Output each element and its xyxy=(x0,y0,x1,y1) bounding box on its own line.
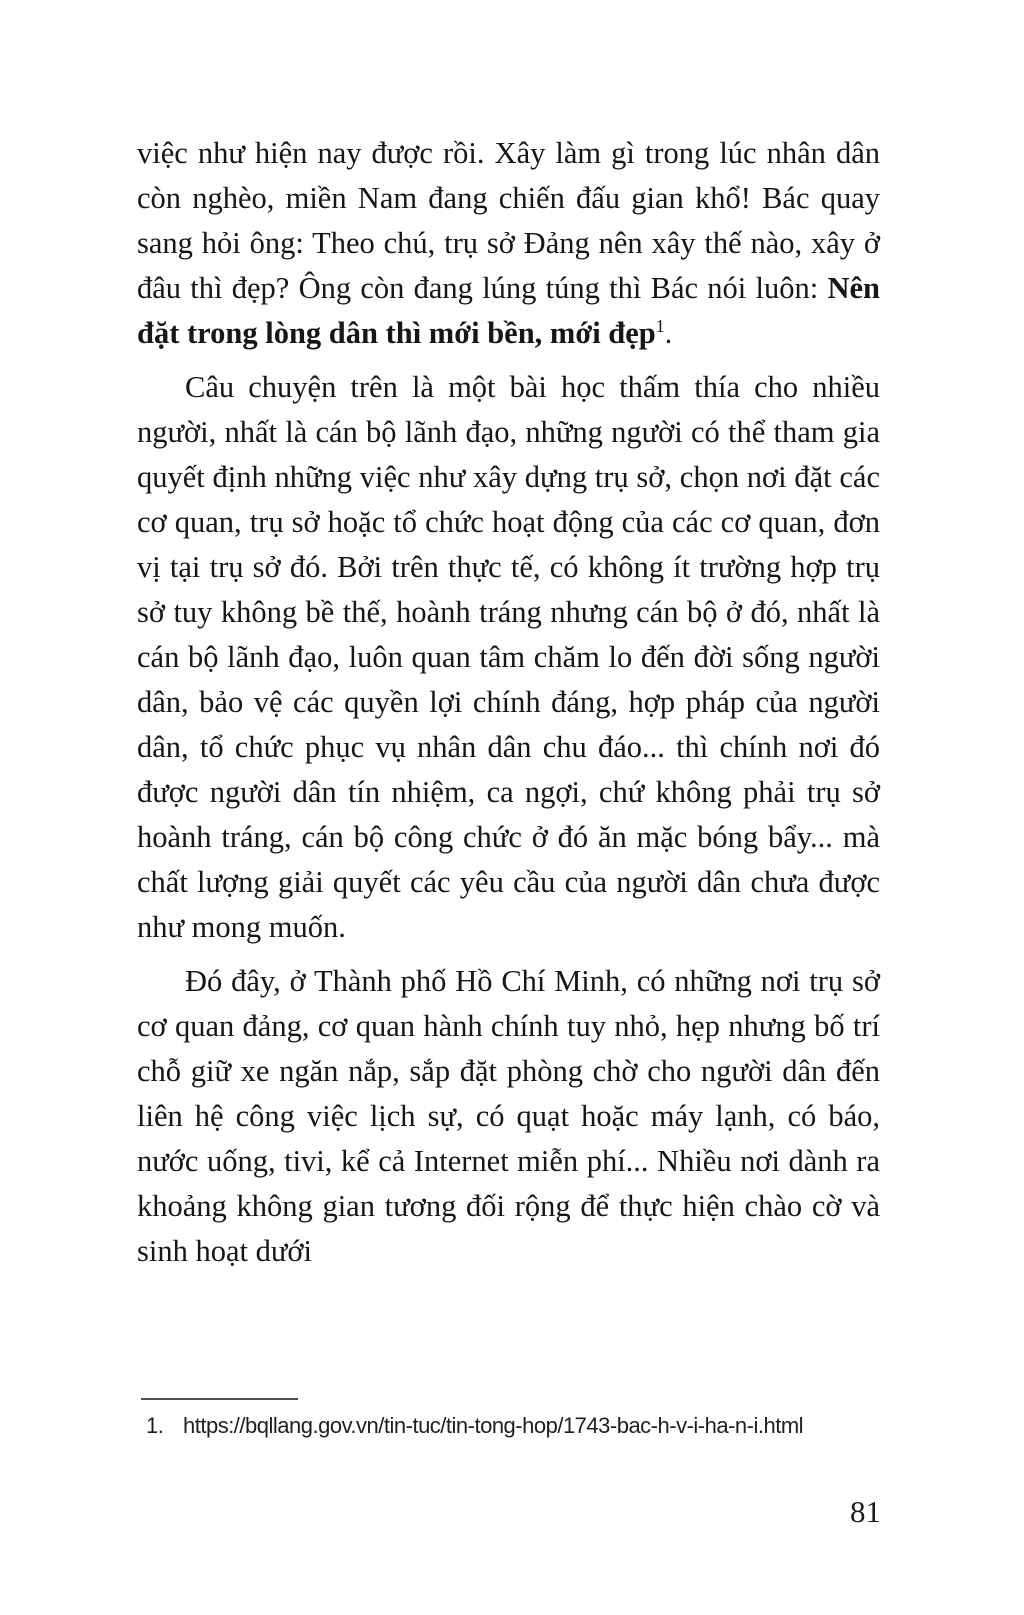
body-text-segment: Đó đây, ở Thành phố Hồ Chí Minh, có những nơi trụ sở cơ quan đảng, cơ quan hành chính tuy nhỏ, hẹp nhưng bố trí chỗ giữ xe ngăn nắp, sắp đặt phòng chờ cho người dân đến liên hệ công việc lịch sự, có quạt hoặc máy lạnh, có báo, nước uống, tivi, kể cả Internet miễn phí... Nhiều nơi dành ra khoảng không gian tương đối rộng để thực hiện chào cờ và sinh hoạt dưới xyxy=(137,964,880,1268)
body-text-segment: Câu chuyện trên là một bài học thấm thía cho nhiều người, nhất là cán bộ lãnh đạo, những người có thể tham gia quyết định những việc như xây dựng trụ sở, chọn nơi đặt các cơ quan, trụ sở hoặc tổ chức hoạt động của các cơ quan, đơn vị tại trụ sở đó. Bởi trên thực tế, có không ít trường hợp trụ sở tuy không bề thế, hoành tráng nhưng cán bộ ở đó, nhất là cán bộ lãnh đạo, luôn quan tâm chăm lo đến đời sống người dân, bảo vệ các quyền lợi chính đáng, hợp pháp của người dân, tổ chức phục vụ nhân dân chu đáo... thì chính nơi đó được người dân tín nhiệm, ca ngợi, chứ không phải trụ sở hoành tráng, cán bộ công chức ở đó ăn mặc bóng bẩy... mà chất lượng giải quyết các yêu cầu của người dân chưa được như mong muốn. xyxy=(137,370,880,944)
text-block xyxy=(137,131,880,1274)
page-number: 81 xyxy=(850,1494,881,1529)
body-text-segment: . xyxy=(664,316,673,350)
footnote-reference: 1 xyxy=(655,315,665,336)
footnote-number: 1. xyxy=(146,1413,164,1438)
footnote-entry xyxy=(146,1413,899,1439)
footnote-url: https://bqllang.gov.vn/tin-tuc/tin-tong-hop/1743-bac-h-v-i-ha-n-i.html xyxy=(183,1413,804,1438)
paragraph xyxy=(137,365,880,950)
paragraph xyxy=(137,131,880,356)
paragraph xyxy=(137,959,880,1274)
footnote xyxy=(139,1398,899,1439)
footnote-separator xyxy=(141,1398,298,1400)
emphasized-phrase: Nên đặt trong lòng dân thì mới bền, mới đẹp xyxy=(137,271,880,350)
body-text-segment: việc như hiện nay được rồi. Xây làm gì trong lúc nhân dân còn nghèo, miền Nam đang chiến đấu gian khổ! Bác quay sang hỏi ông: Theo chú, trụ sở Đảng nên xây thế nào, xây ở đâu thì đẹp? Ông còn đang lúng túng thì Bác nói luôn: xyxy=(137,136,880,305)
